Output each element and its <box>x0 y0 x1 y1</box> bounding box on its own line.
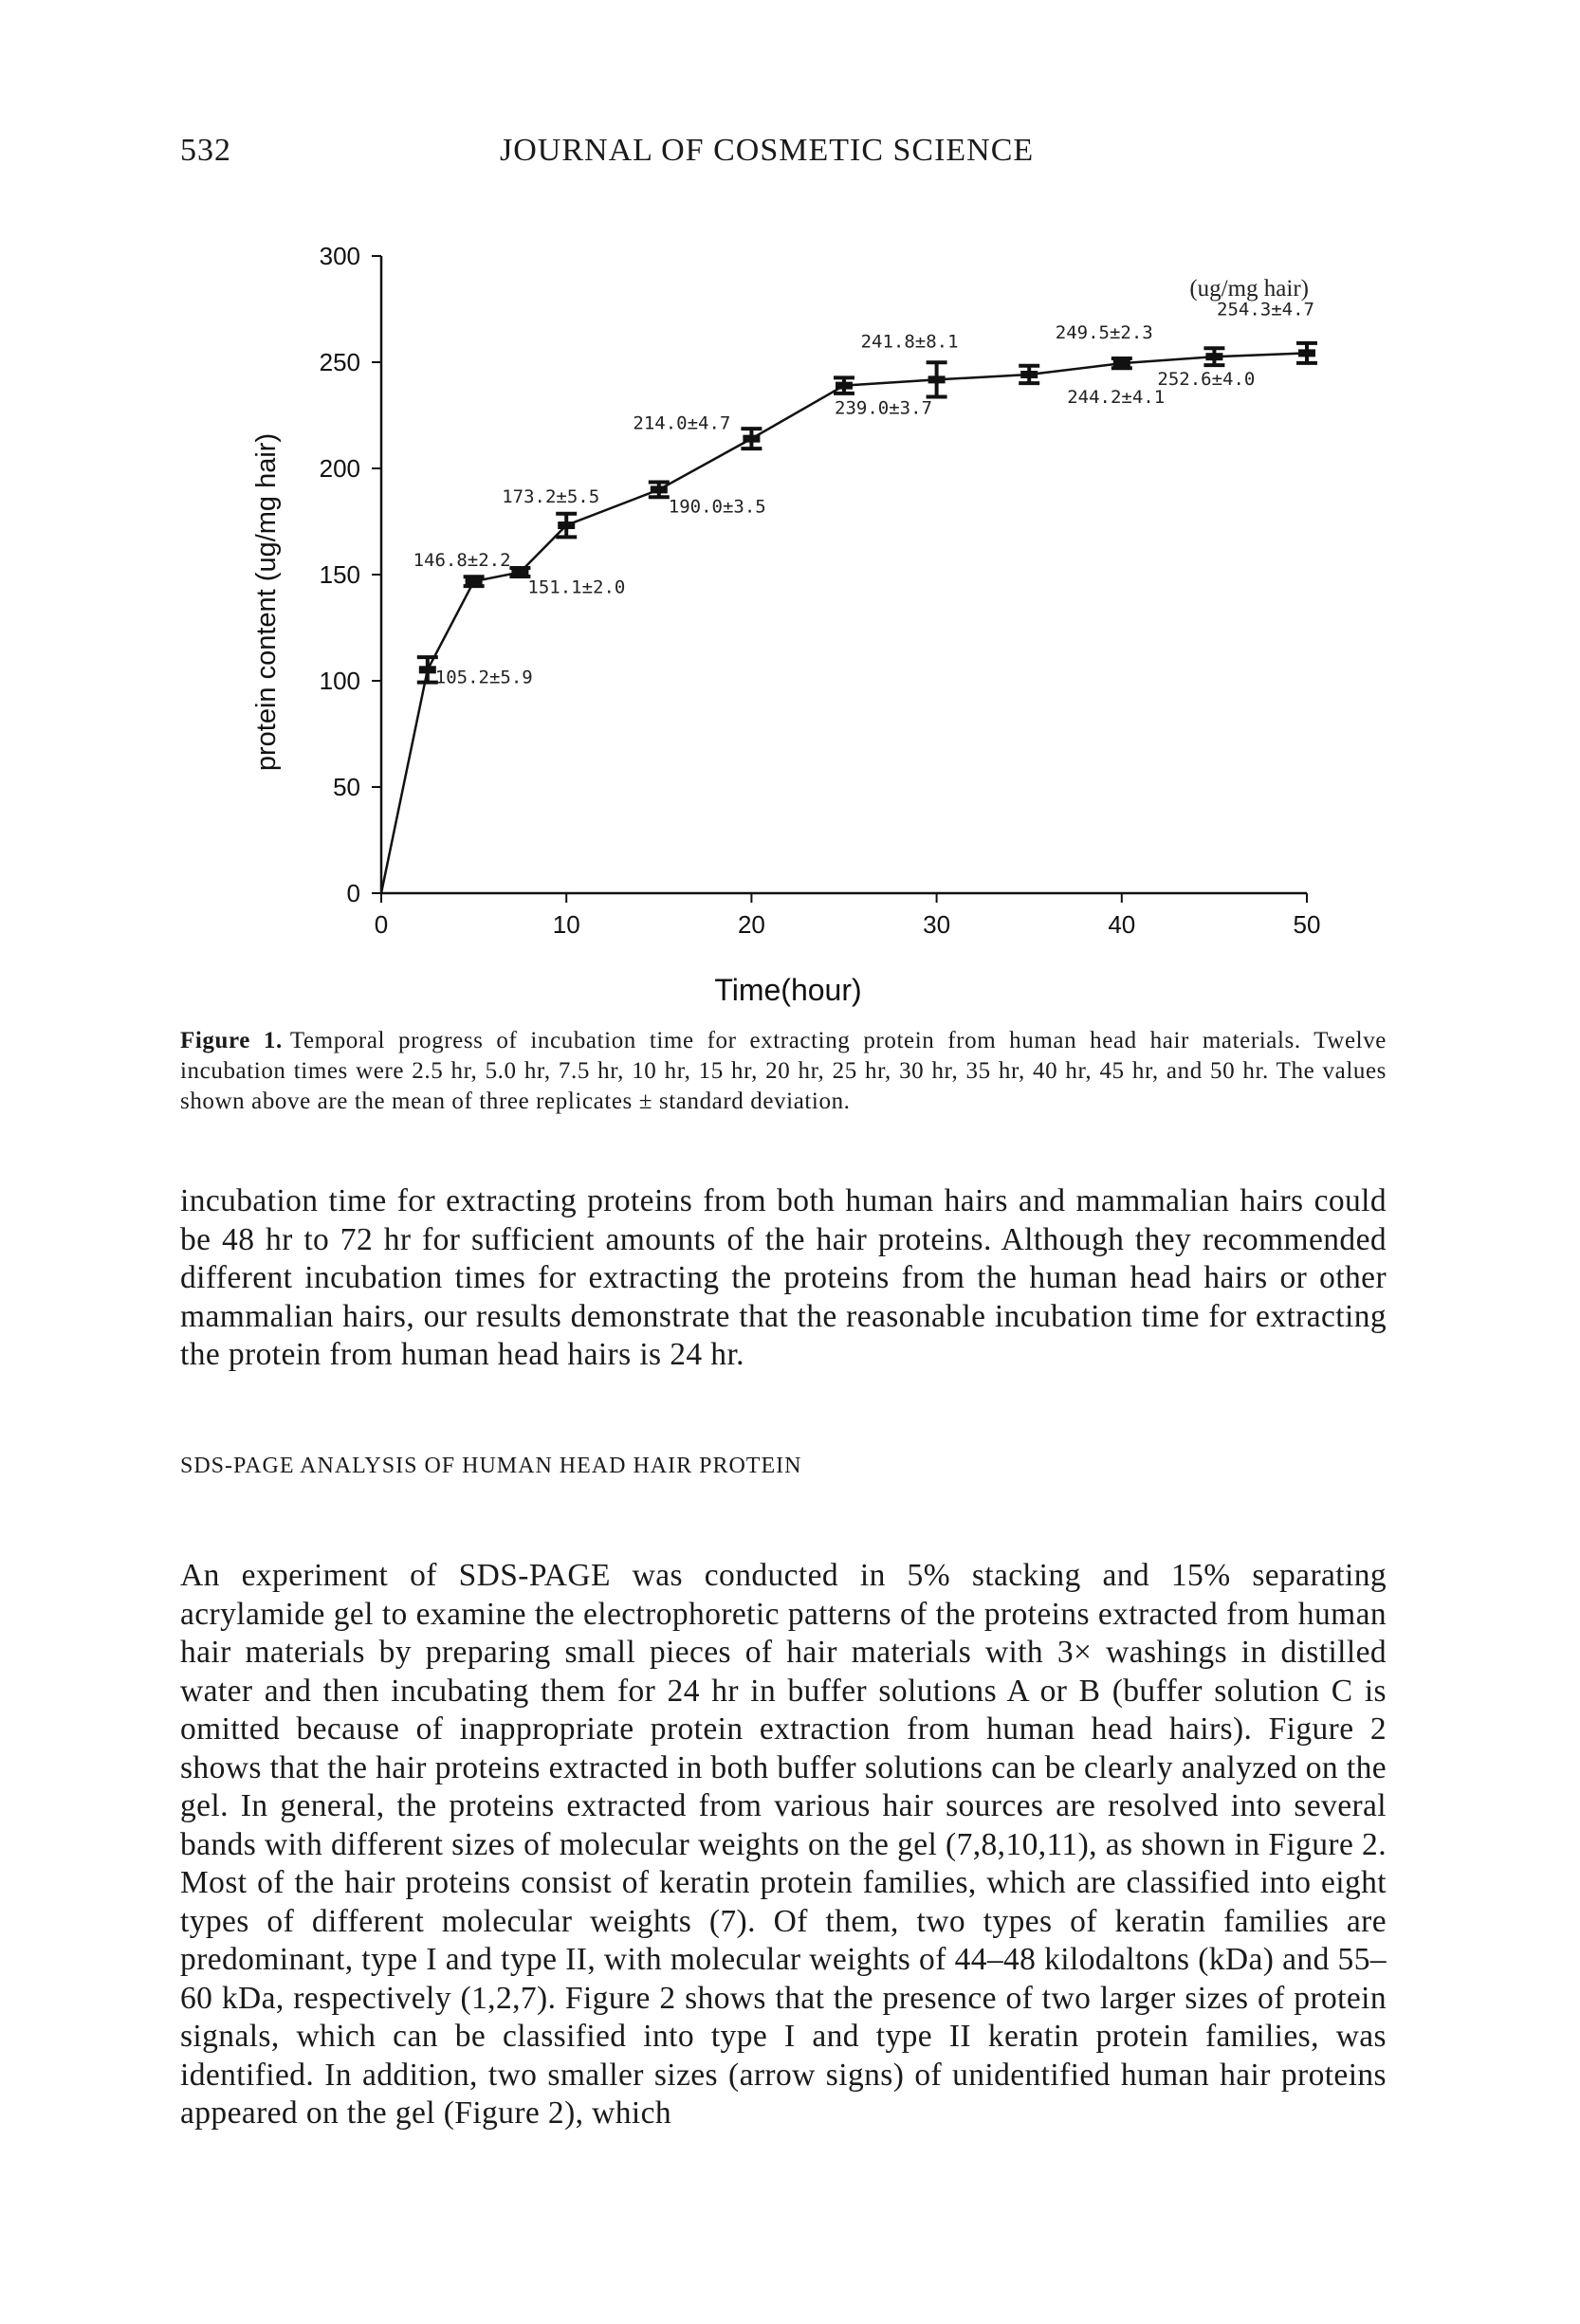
y-tick-label: 0 <box>346 879 360 907</box>
point-label: 241.8±8.1 <box>860 331 959 353</box>
figure-caption <box>180 1026 1387 1117</box>
point-label: 214.0±4.7 <box>633 412 731 434</box>
x-axis-label: Time(hour) <box>714 973 862 1007</box>
data-point <box>1205 353 1222 360</box>
y-tick-label: 50 <box>333 773 360 801</box>
point-label: 146.8±2.2 <box>413 550 511 572</box>
figure-caption-label: Figure 1. <box>180 1028 283 1053</box>
point-label: 105.2±5.9 <box>434 667 533 688</box>
data-point <box>928 375 946 383</box>
y-tick-label: 200 <box>319 454 360 483</box>
journal-title: JOURNAL OF COSMETIC SCIENCE <box>500 133 1035 168</box>
data-point <box>466 577 483 585</box>
x-tick-label: 50 <box>1293 910 1321 939</box>
point-label: 151.1±2.0 <box>527 576 626 598</box>
section-heading: SDS-PAGE ANALYSIS OF HUMAN HEAD HAIR PROTEIN <box>180 1454 802 1478</box>
y-axis-label: protein content (ug/mg hair) <box>251 432 282 772</box>
data-point <box>419 666 436 673</box>
y-tick-label: 250 <box>319 348 360 376</box>
x-tick-label: 10 <box>552 910 580 939</box>
point-label: 173.2±5.5 <box>502 486 600 508</box>
point-label: 252.6±4.0 <box>1157 369 1256 391</box>
data-point <box>1020 371 1038 378</box>
protein-content-chart <box>237 228 1337 1015</box>
series-line-layer <box>381 353 1307 893</box>
x-tick-label: 40 <box>1108 910 1136 939</box>
point-label: 190.0±3.5 <box>668 496 766 518</box>
data-point <box>511 569 528 576</box>
x-tick-label: 0 <box>374 910 389 939</box>
data-point <box>558 522 575 529</box>
body-paragraph: incubation time for extracting proteins from both human hairs and mammalian hairs could be 48 hr to 72 hr for sufficient amounts of the hair proteins. Although they recommended different incubation times for extracting the proteins from the human head hairs or other mammalian hairs, our results demonstrate that the reasonable incubation time for extracting the protein from human head hairs is 24 hr. <box>180 1183 1387 1372</box>
page-number: 532 <box>180 133 231 168</box>
point-label: 249.5±2.3 <box>1055 322 1153 344</box>
x-tick-label: 30 <box>923 910 951 939</box>
series-line <box>381 353 1307 893</box>
data-point <box>1298 349 1315 357</box>
body-paragraph: An experiment of SDS-PAGE was conducted in 5% stacking and 15% separating acrylamide gel to examine the electrophoretic patterns of the proteins extracted from human hair materials by preparing small pieces of hair materials with 3× washings in distilled water and then incubating them for 24 hr in buffer solutions A or B (buffer solution C is omitted because of inappropriate protein extraction from human head hairs). Figure 2 shows that the hair proteins extracted in both buffer solutions can be clearly analyzed on the gel. In general, the proteins extracted from various hair sources are resolved into several bands with different sizes of molecular weights on the gel (7,8,10,11), as shown in Figure 2. Most of the hair proteins consist of keratin protein families, which are classified into eight types of different molecular weights (7). Of them, two types of keratin families are predominant, type I and type II, with molecular weights of 44–48 kilodaltons (kDa) and 55–60 kDa, respectively (1,2,7). Figure 2 shows that the presence of two larger sizes of protein signals, which can be classified into type I and type II keratin protein families, was identified. In addition, two smaller sizes (arrow signs) of unidentified human hair proteins appeared on the gel (Figure 2), which <box>180 1558 1387 2131</box>
y-tick-label: 300 <box>319 242 360 270</box>
point-label-layer <box>413 299 1314 687</box>
data-point <box>651 485 668 493</box>
x-tick-label: 20 <box>737 910 765 939</box>
y-tick-label: 150 <box>319 560 360 589</box>
running-head <box>180 133 1385 180</box>
point-label: 254.3±4.7 <box>1217 299 1314 320</box>
point-label: 239.0±3.7 <box>835 397 932 419</box>
point-label: 244.2±4.1 <box>1067 386 1166 408</box>
unit-note: (ug/mg hair) <box>1189 276 1309 302</box>
figure-1 <box>237 228 1337 1015</box>
error-bar-layer <box>417 343 1317 683</box>
data-point <box>1113 359 1130 367</box>
y-tick-label: 100 <box>319 667 360 695</box>
data-point <box>836 382 853 390</box>
figure-caption-text: Temporal progress of incubation time for extracting protein from human head hair materials. Twelve incubation times were 2.5 hr, 5.0 hr, 7.5 hr, 10 hr, 15 hr, 20 hr, 25 hr, 30 hr, 35 hr, 40 hr, 45 hr, and 50 hr. The values shown above are the mean of three replicates ± standard deviation. <box>180 1028 1387 1114</box>
data-point <box>743 435 760 443</box>
